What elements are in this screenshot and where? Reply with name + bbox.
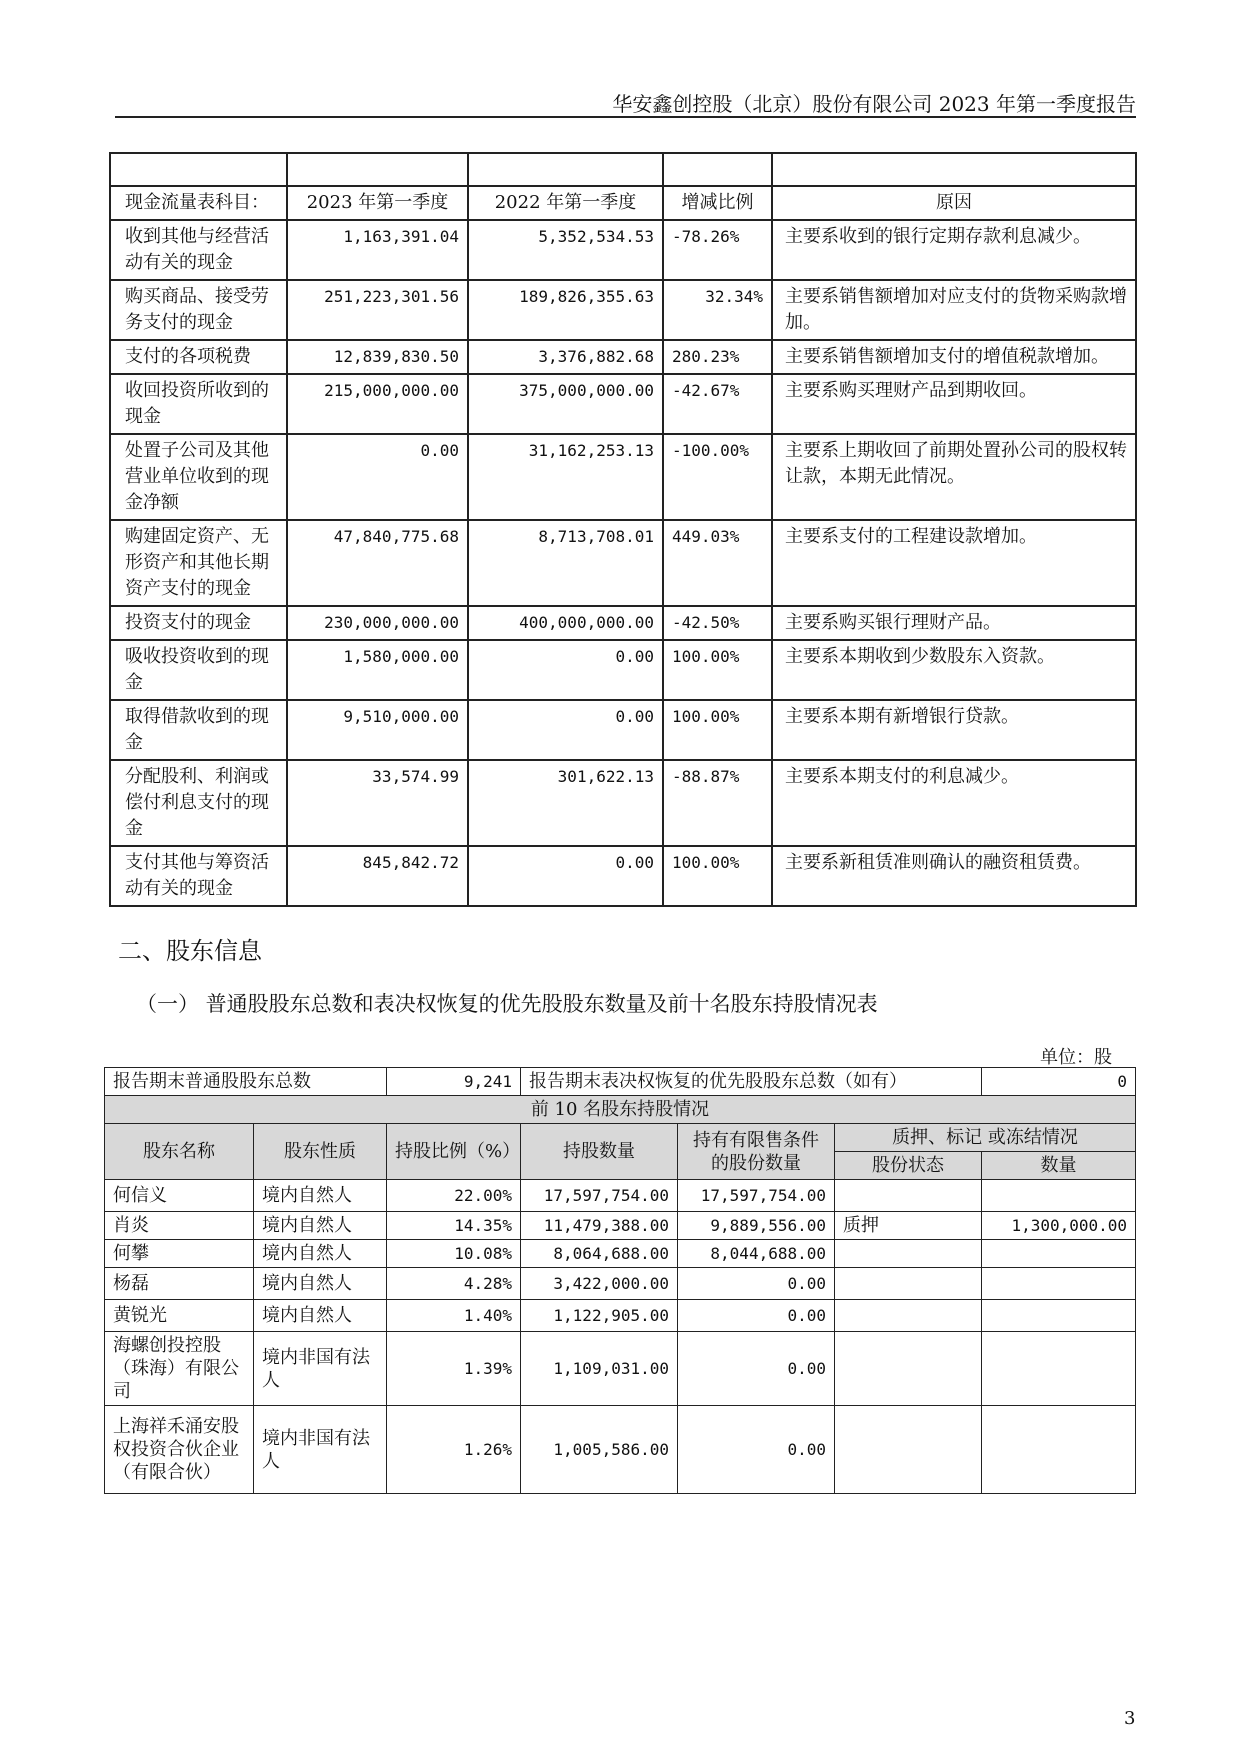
restricted-shares: 9,889,556.00 xyxy=(678,1212,835,1240)
total-shareholders-label: 报告期末普通股股东总数 xyxy=(105,1068,387,1096)
shares-held: 1,109,031.00 xyxy=(521,1332,678,1406)
shareholder-name: 上海祥禾涌安股权投资合伙企业（有限合伙） xyxy=(105,1406,254,1494)
table-row xyxy=(110,434,1136,520)
current-period-value: 0.00 xyxy=(287,434,468,520)
preferred-shareholders-value: 0 xyxy=(982,1068,1136,1096)
column-header: 股东性质 xyxy=(254,1124,387,1180)
change-ratio: 100.00% xyxy=(663,846,772,906)
table-row xyxy=(110,220,1136,280)
holding-ratio: 1.40% xyxy=(387,1300,521,1332)
shareholder-nature: 境内自然人 xyxy=(254,1240,387,1268)
change-reason: 主要系上期收回了前期处置孙公司的股权转让款，本期无此情况。 xyxy=(772,434,1136,520)
shareholder-nature: 境内非国有法人 xyxy=(254,1406,387,1494)
restricted-shares: 0.00 xyxy=(678,1332,835,1406)
pledge-status xyxy=(835,1268,982,1300)
column-header: 原因 xyxy=(772,186,1136,220)
cash-flow-item: 收到其他与经营活动有关的现金 xyxy=(110,220,287,280)
shareholder-row xyxy=(105,1240,1136,1268)
change-reason: 主要系销售额增加对应支付的货物采购款增加。 xyxy=(772,280,1136,340)
table-row xyxy=(110,606,1136,640)
pledge-status xyxy=(835,1300,982,1332)
shareholder-row xyxy=(105,1300,1136,1332)
shareholder-nature: 境内自然人 xyxy=(254,1300,387,1332)
shareholder-row xyxy=(105,1406,1136,1494)
pledge-quantity xyxy=(982,1300,1136,1332)
holding-ratio: 4.28% xyxy=(387,1268,521,1300)
current-period-value: 1,580,000.00 xyxy=(287,640,468,700)
shareholder-total-row xyxy=(105,1068,1136,1096)
holding-ratio: 10.08% xyxy=(387,1240,521,1268)
change-ratio: -88.87% xyxy=(663,760,772,846)
cash-flow-item: 支付其他与筹资活动有关的现金 xyxy=(110,846,287,906)
restricted-shares: 0.00 xyxy=(678,1406,835,1494)
change-ratio: 280.23% xyxy=(663,340,772,374)
prior-period-value: 31,162,253.13 xyxy=(468,434,663,520)
restricted-shares: 0.00 xyxy=(678,1268,835,1300)
pledge-quantity xyxy=(982,1332,1136,1406)
table-row xyxy=(110,700,1136,760)
prior-period-value: 5,352,534.53 xyxy=(468,220,663,280)
current-period-value: 215,000,000.00 xyxy=(287,374,468,434)
prior-period-value: 301,622.13 xyxy=(468,760,663,846)
cash-flow-item: 取得借款收到的现金 xyxy=(110,700,287,760)
cash-flow-item: 购建固定资产、无形资产和其他长期资产支付的现金 xyxy=(110,520,287,606)
pledge-status xyxy=(835,1240,982,1268)
shareholder-header-row xyxy=(105,1124,1136,1152)
pledge-status xyxy=(835,1406,982,1494)
shares-held: 17,597,754.00 xyxy=(521,1180,678,1212)
unit-label: 单位：股 xyxy=(1040,1047,1112,1068)
cash-flow-table xyxy=(109,152,1137,907)
section-heading: 二、股东信息 xyxy=(118,937,262,965)
prior-period-value: 0.00 xyxy=(468,846,663,906)
pledge-status: 质押 xyxy=(835,1212,982,1240)
change-ratio: -100.00% xyxy=(663,434,772,520)
change-reason: 主要系支付的工程建设款增加。 xyxy=(772,520,1136,606)
holding-ratio: 14.35% xyxy=(387,1212,521,1240)
change-reason: 主要系本期有新增银行贷款。 xyxy=(772,700,1136,760)
current-period-value: 47,840,775.68 xyxy=(287,520,468,606)
column-header: 数量 xyxy=(982,1152,1136,1180)
shareholder-nature: 境内非国有法人 xyxy=(254,1332,387,1406)
change-reason: 主要系销售额增加支付的增值税款增加。 xyxy=(772,340,1136,374)
current-period-value: 251,223,301.56 xyxy=(287,280,468,340)
restricted-shares: 0.00 xyxy=(678,1300,835,1332)
change-ratio: 100.00% xyxy=(663,700,772,760)
prior-period-value: 8,713,708.01 xyxy=(468,520,663,606)
change-ratio: -42.50% xyxy=(663,606,772,640)
column-header: 持股比例（%） xyxy=(387,1124,521,1180)
current-period-value: 230,000,000.00 xyxy=(287,606,468,640)
pledge-quantity xyxy=(982,1268,1136,1300)
page-number: 3 xyxy=(1124,1708,1136,1729)
table-row xyxy=(110,374,1136,434)
change-reason: 主要系本期支付的利息减少。 xyxy=(772,760,1136,846)
column-header: 持股数量 xyxy=(521,1124,678,1180)
table-header-row xyxy=(110,186,1136,220)
current-period-value: 33,574.99 xyxy=(287,760,468,846)
shareholder-row xyxy=(105,1180,1136,1212)
cash-flow-item: 吸收投资收到的现金 xyxy=(110,640,287,700)
column-header: 股份状态 xyxy=(835,1152,982,1180)
shareholder-name: 黄锐光 xyxy=(105,1300,254,1332)
prior-period-value: 0.00 xyxy=(468,640,663,700)
shareholder-nature: 境内自然人 xyxy=(254,1268,387,1300)
column-header: 现金流量表科目： xyxy=(110,186,287,220)
table-row xyxy=(110,520,1136,606)
prior-period-value: 375,000,000.00 xyxy=(468,374,663,434)
prior-period-value: 400,000,000.00 xyxy=(468,606,663,640)
table-row xyxy=(110,760,1136,846)
header-divider xyxy=(115,116,1136,118)
current-period-value: 9,510,000.00 xyxy=(287,700,468,760)
change-ratio: 100.00% xyxy=(663,640,772,700)
table-row xyxy=(110,340,1136,374)
table-row xyxy=(110,640,1136,700)
change-ratio: -78.26% xyxy=(663,220,772,280)
shareholder-name: 肖炎 xyxy=(105,1212,254,1240)
shares-held: 3,422,000.00 xyxy=(521,1268,678,1300)
shares-held: 11,479,388.00 xyxy=(521,1212,678,1240)
shareholder-row xyxy=(105,1268,1136,1300)
cash-flow-item: 投资支付的现金 xyxy=(110,606,287,640)
cash-flow-item: 购买商品、接受劳务支付的现金 xyxy=(110,280,287,340)
shares-held: 1,122,905.00 xyxy=(521,1300,678,1332)
shareholder-nature: 境内自然人 xyxy=(254,1212,387,1240)
column-header: 质押、标记 或冻结情况 xyxy=(835,1124,1136,1152)
top10-title-row xyxy=(105,1096,1136,1124)
cash-flow-item: 收回投资所收到的现金 xyxy=(110,374,287,434)
restricted-shares: 17,597,754.00 xyxy=(678,1180,835,1212)
table-row xyxy=(110,280,1136,340)
report-title: 华安鑫创控股（北京）股份有限公司 2023 年第一季度报告 xyxy=(612,92,1136,116)
holding-ratio: 1.26% xyxy=(387,1406,521,1494)
shares-held: 8,064,688.00 xyxy=(521,1240,678,1268)
change-ratio: -42.67% xyxy=(663,374,772,434)
cash-flow-item: 分配股利、利润或偿付利息支付的现金 xyxy=(110,760,287,846)
total-shareholders-value: 9,241 xyxy=(387,1068,521,1096)
column-header: 股东名称 xyxy=(105,1124,254,1180)
holding-ratio: 1.39% xyxy=(387,1332,521,1406)
change-reason: 主要系购买银行理财产品。 xyxy=(772,606,1136,640)
column-header: 2022 年第一季度 xyxy=(468,186,663,220)
shareholder-row xyxy=(105,1332,1136,1406)
shareholder-nature: 境内自然人 xyxy=(254,1180,387,1212)
pledge-quantity xyxy=(982,1240,1136,1268)
pledge-status xyxy=(835,1332,982,1406)
shares-held: 1,005,586.00 xyxy=(521,1406,678,1494)
pledge-quantity xyxy=(982,1406,1136,1494)
shareholder-row xyxy=(105,1212,1136,1240)
pledge-status xyxy=(835,1180,982,1212)
shareholder-name: 杨磊 xyxy=(105,1268,254,1300)
shareholder-name: 何信义 xyxy=(105,1180,254,1212)
prior-period-value: 3,376,882.68 xyxy=(468,340,663,374)
current-period-value: 1,163,391.04 xyxy=(287,220,468,280)
cash-flow-item: 支付的各项税费 xyxy=(110,340,287,374)
prior-period-value: 0.00 xyxy=(468,700,663,760)
shareholder-name: 海螺创投控股（珠海）有限公司 xyxy=(105,1332,254,1406)
shareholder-name: 何攀 xyxy=(105,1240,254,1268)
preferred-shareholders-label: 报告期末表决权恢复的优先股股东总数（如有） xyxy=(521,1068,982,1096)
change-ratio: 32.34% xyxy=(663,280,772,340)
restricted-shares: 8,044,688.00 xyxy=(678,1240,835,1268)
change-reason: 主要系收到的银行定期存款利息减少。 xyxy=(772,220,1136,280)
column-header: 2023 年第一季度 xyxy=(287,186,468,220)
cash-flow-item: 处置子公司及其他营业单位收到的现金净额 xyxy=(110,434,287,520)
change-reason: 主要系本期收到少数股东入资款。 xyxy=(772,640,1136,700)
pledge-quantity: 1,300,000.00 xyxy=(982,1212,1136,1240)
holding-ratio: 22.00% xyxy=(387,1180,521,1212)
change-reason: 主要系购买理财产品到期收回。 xyxy=(772,374,1136,434)
table-row xyxy=(110,846,1136,906)
change-ratio: 449.03% xyxy=(663,520,772,606)
column-header: 持有有限售条件的股份数量 xyxy=(678,1124,835,1180)
table-spacer-row xyxy=(110,153,1136,186)
column-header: 增减比例 xyxy=(663,186,772,220)
current-period-value: 12,839,830.50 xyxy=(287,340,468,374)
top10-title: 前 10 名股东持股情况 xyxy=(105,1096,1136,1124)
shareholder-table xyxy=(104,1067,1136,1494)
subsection-heading: （一） 普通股股东总数和表决权恢复的优先股股东数量及前十名股东持股情况表 xyxy=(136,992,878,1016)
pledge-quantity xyxy=(982,1180,1136,1212)
prior-period-value: 189,826,355.63 xyxy=(468,280,663,340)
current-period-value: 845,842.72 xyxy=(287,846,468,906)
change-reason: 主要系新租赁准则确认的融资租赁费。 xyxy=(772,846,1136,906)
